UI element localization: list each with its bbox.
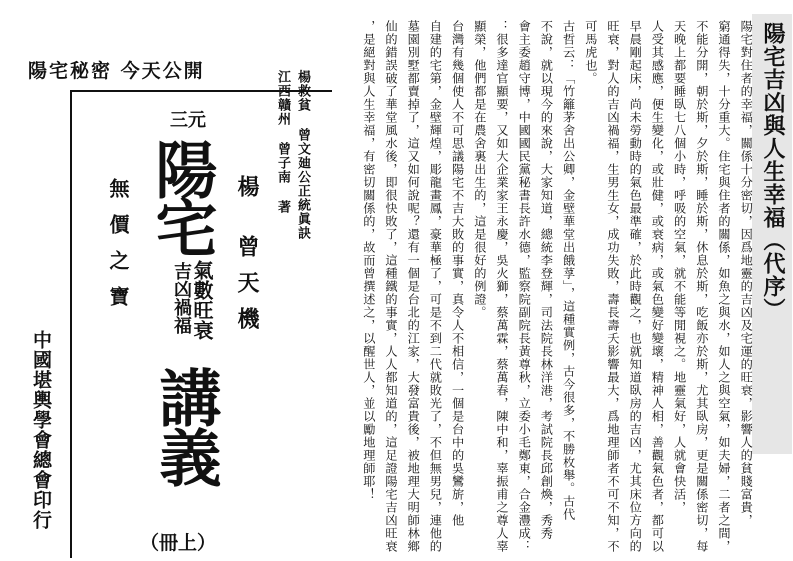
priceless-treasure: 無價之寶 (106, 178, 130, 322)
preface-column: 自建的宅第，金壁輝煌，彫龍畫鳳，豪華極了，可是不到二代就敗光了，不但無男兒，連他的 (428, 20, 443, 553)
preface-column: 顯榮，他們都是在農舍裏出生的，這是很好的例證。 (472, 20, 487, 319)
author-line-2: 江西贛州 曾子南 著 (275, 70, 290, 214)
subtitle-jixiong: 吉凶禍福 (171, 262, 192, 334)
volume-label: （冊上） (140, 532, 217, 554)
preface-column: 墓園別墅都賣掉了，這又如何說呢？還有一個是台北的江家，大發富貴後，被地理大明師林鄉 (406, 20, 421, 553)
master-yang: 楊 (234, 175, 260, 197)
chapter-title: 陽宅吉凶與人生幸福（代序） (760, 22, 786, 321)
author-line-1: 楊救貧 曾文廸公正統眞訣 (295, 70, 310, 240)
title-page (0, 0, 330, 561)
master-zeng-tianji (232, 235, 263, 343)
title-yangzhai: 陽宅 (145, 138, 218, 254)
preface-column: 不說，就以現今的來說，大家知道，總統李登輝，司法院長林洋港，考試院長邱創煥，秀秀 (539, 20, 554, 540)
preface-column: 台灣有幾個使人不可思議陽宅不吉大敗的事實，真令人不相信，一個是台中的吳鸞旂，他 (450, 20, 465, 527)
preface-column: ：很多達官顯要，又如大企業家王永慶，吳火獅，蔡萬霖，蔡萬春，陳中和，辜振甫之尊人辜 (495, 20, 509, 553)
preface-page (340, 0, 793, 561)
preface-column: ，是絕對與人生幸福，有密切關係的，故而曾撰述之，以醒世人，並以勵地理師耶！ (361, 20, 376, 501)
top-banner-text: 陽宅秘密 今天公開 (28, 60, 205, 82)
preface-column: 會主委趙守博，中國國民黨秘書長許水德，監察院副院長黃尊秋，立委小毛鄭東，合金灃成： (517, 20, 532, 553)
preface-column: 不能分開，朝於斯，夕於斯，睡於斯，休息於斯，吃飯亦於斯，尤其臥房，更是關係密切，每 (694, 20, 709, 553)
title-jiangyi: 講義 (149, 366, 222, 486)
subtitle-qishu: 氣數旺衰 (190, 260, 214, 340)
preface-body (348, 14, 768, 553)
publisher-name: 中國堪輿學會總會印行 (30, 330, 52, 530)
preface-column: 陽宅對住者的幸福，關係十分密切，因爲地靈的吉凶及宅運的旺衰，影響人的貧賤富貴， (739, 20, 754, 527)
preface-column: 古哲云：「竹籬茅舍出公卿，金壁華堂出餓莩」，這種實例，古今很多，不勝枚舉。古代 (561, 20, 576, 521)
preface-column: 人受其感應，便生變化，或壯健，或衰病，或氣色變好變壞，精神人相，善觀氣色者，都可以 (650, 20, 665, 553)
master-zeng: 曾 (234, 235, 260, 271)
preface-column: 早晨剛起床，尚未勞動時的氣色最準確，於此時觀之，也就知道臥房的吉凶，尤其床位方向的 (628, 20, 643, 553)
preface-column: 窮通得失，十分重大。住宅與住者的關係，如魚之與水，如人之與空氣，如夫婦，二者之間， (717, 20, 731, 553)
preface-column: 天晚上都要睡臥七八個小時，呼吸的空氣，就不能等閒視之。地靈氣好，人就會快活， (672, 20, 687, 514)
preface-column: 可馬虎也。 (583, 20, 598, 85)
preface-column: 仙的錯誤破了華堂風水後，即很快敗了，這種鐵的事實，人人都知道的，這足證陽宅吉凶旺衰 (384, 20, 398, 553)
sanyuan-label: 三元 (170, 110, 206, 131)
preface-column: 旺衰，對人的吉凶禍福，生男生女，成功失敗，壽長壽夭影響最大，爲地理師者不可不知，不 (606, 20, 620, 553)
tianji-text: 天機 (234, 271, 260, 343)
